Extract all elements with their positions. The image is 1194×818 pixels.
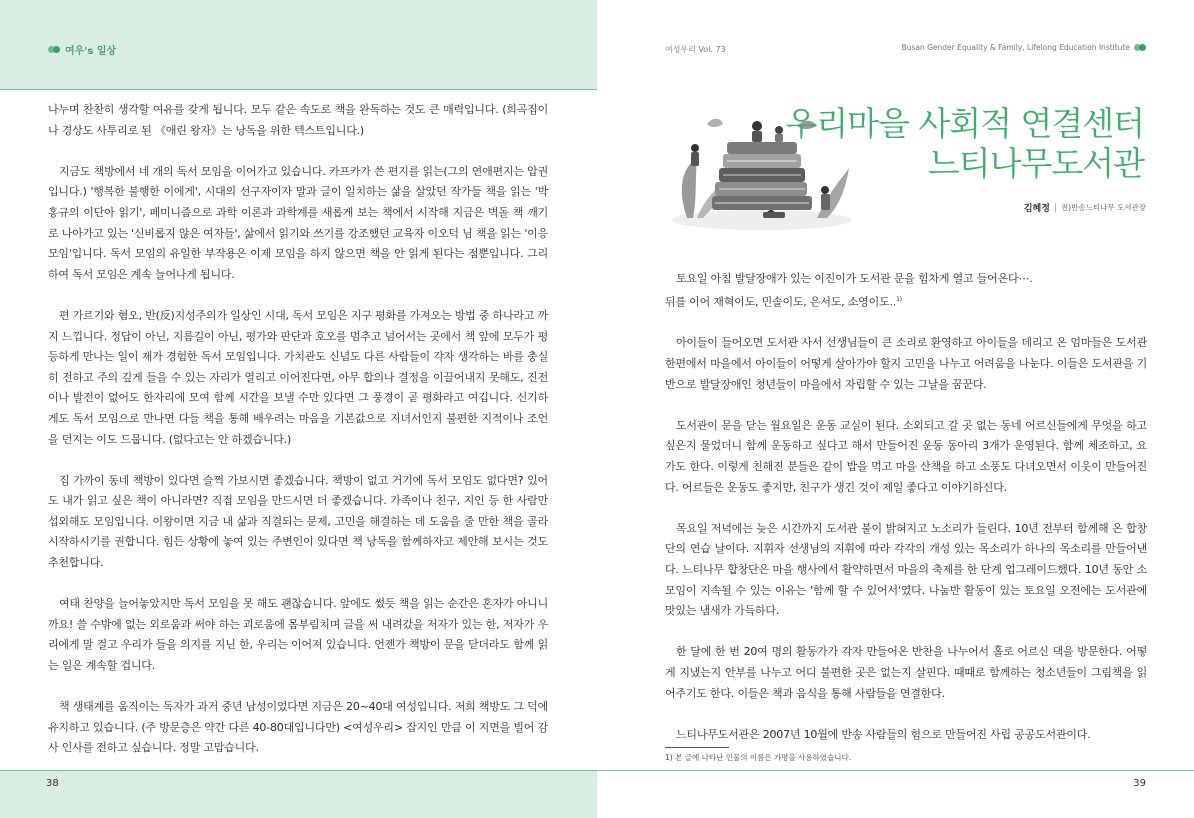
paragraph: 느티나무도서관은 2007년 10월에 반송 사람들의 힘으로 만들어진 사립 공공도서관이다. — [676, 727, 1091, 741]
page-number: 39 — [1133, 778, 1146, 789]
section-label-text: 여우's 일상 — [65, 46, 117, 57]
article-title-line2: 느티나무도서관 — [927, 144, 1144, 183]
institute-text: Busan Gender Equality & Family, Lifelong Education Institute — [901, 43, 1130, 52]
footer-line — [597, 770, 1194, 771]
paragraph: 목요일 저녁에는 늦은 시간까지 도서관 불이 밝혀지고 노소리가 들린다. 10년 전부터 함께해 온 합창단의 연습 날이다. 지휘자 선생님의 지휘에 따라 각각의 개성 있는 목소리가 하나의 목소리를 만들어낸다. 느티나무 합창단은 마을 행사에서 활약하면서 마을의 축제를 한 단계 업그레이드했다. 10년 동안 소모임이 지속될 수 있는 이유는 '함께 할 수 있어서'였다. 나눔반 활동이 있는 토요일 오전에는 도서관에 맛있는 냄새가 가득하다. — [665, 521, 1147, 618]
intro-line-1: 토요일 아침 발달장애가 있는 이진이가 도서관 문을 힘차게 열고 들어온다⋯. — [676, 272, 1033, 285]
paragraph: 집 가까이 동네 책방이 있다면 슬쩍 가보시면 좋겠습니다. 책방이 없고 거기에 독서 모임도 없다면? 있어도 내가 읽고 싶은 책이 아니라면? 직접 모임을 만드시면 더 좋겠습니다. 가족이나 친구, 지인 등 한 사람만 섭외해도 모임입니다. 이왕이면 지금 내 삶과 직결되는 문제, 고민을 해결하는 데 도움을 줄 만한 책을 골라 시작하시기를 권합니다. 힘든 상황에 놓여 있는 주변인이 있다면 책 낭독을 함께하자고 제안해 보시는 것도 추천합니다. — [48, 473, 548, 570]
footnote: 1) 본 글에 나타난 인물의 이름은 가명을 사용하였습니다. — [665, 753, 852, 762]
paragraph: 아이들이 들어오면 도서관 사서 선생님들이 큰 소리로 환영하고 아이들을 데리고 온 엄마들은 도서관 한편에서 마을에서 아이들이 어떻게 살아가야 할지 고민을 나누고 어려움을 나눈다. 이들은 도서관을 기반으로 발달장애인 청년들이 마을에서 자립할 수 있는 그날을 꿈꾼다. — [665, 336, 1147, 391]
intro-line-2: 뒤를 이어 재혁이도, 민솔이도, 은서도, 소영이도.. — [665, 295, 897, 309]
footer-band — [0, 770, 597, 818]
page-number: 38 — [46, 778, 59, 789]
article-title — [785, 104, 1144, 184]
institute-name — [902, 43, 1146, 52]
paragraph: 도서관이 문을 닫는 월요일은 운동 교실이 된다. 소외되고 갈 곳 없는 동네 어르신들에게 무엇을 하고 싶은지 물었더니 함께 운동하고 싶다고 해서 만들어진 운동 동아리 3개가 운영된다. 함께 체조하고, 요가도 한다. 이렇게 친해진 분들은 같이 밥을 먹고 마을 산책을 하고 소풍도 다녀오면서 이웃이 만들어진다. 어르들은 운동도 좋지만, 친구가 생긴 것이 제일 좋다고 이야기하신다. — [665, 418, 1147, 494]
author-name: 김혜정 — [1023, 204, 1050, 214]
magazine-issue: 여성우리 Vol. 73 — [665, 45, 726, 54]
footnote-rule — [665, 747, 729, 748]
paragraph: 한 달에 한 번 20여 명의 활동가가 각자 만들어온 반찬을 나누어서 홀로 어르신 댁을 방문한다. 어떻게 지냈는지 안부를 나누고 어디 불편한 곳은 없는지 살핀다. 때때로 함께하는 청소년들이 그림책을 읽어주기도 한다. 이들은 책과 음식을 통해 사람들을 연결한다. — [665, 645, 1147, 700]
right-body-text — [665, 269, 1147, 766]
byline — [1024, 201, 1146, 214]
byline-separator: | — [1053, 202, 1057, 213]
left-body-text — [48, 100, 548, 780]
footnote-marker: 1) — [896, 295, 902, 303]
section-label — [48, 42, 116, 57]
section-dots-icon — [48, 46, 60, 53]
author-role: 전)반송느티나무 도서관장 — [1060, 203, 1146, 212]
article-title-line1: 우리마을 사회적 연결센터 — [785, 104, 1144, 143]
paragraph: 편 가르기와 혐오, 반(反)지성주의가 일상인 시대, 독서 모임은 지구 평화를 가져오는 방법 중 하나라고 까지 느낍니다. 정답이 아닌, 지름길이 아닌, 평가와 판단과 호오를 멈추고 넘어서는 곳에서 책 앞에 모두가 평등하게 만나는 일이 제가 경험한 독서 모임입니다. 가치관도 신념도 다른 사람들이 각자 생각하는 바를 충실히 전하고 주의 깊게 들을 수 있는 자리가 열리고 이어진다면, 아무 합의나 결정을 이끌어내지 못해도, 진전이나 발전이 없어도 한자리에 모여 함께 시간을 보낼 수만 있다면 그 풍경이 곧 평화라고 여깁니다. 신기하게도 독서 모임으로 만나면 다들 책을 통해 배우려는 마음을 기본값으로 지녀서인지 불편한 지적이나 조언을 던지는 이도 드뭅니다. (없다고는 안 하겠습니다.) — [48, 308, 548, 446]
right-page — [597, 0, 1194, 818]
institute-dots-icon — [1134, 44, 1146, 51]
paragraph: 나누며 찬찬히 생각할 여유를 갖게 됩니다. 모두 같은 속도로 책을 완독하는 것도 큰 매력입니다. (희곡집이나 경상도 사투리로 된 《애린 왕자》는 낭독을 위한 텍스트입니다.) — [48, 103, 548, 137]
paragraph — [665, 269, 1147, 313]
paragraph: 여태 찬양을 늘어놓았지만 독서 모임을 못 해도 괜찮습니다. 앞에도 썼듯 책을 읽는 순간은 혼자가 아니니까요! 쓸 수밖에 없는 외로움과 써야 하는 괴로움에 몸부림치며 글을 써 내려갔을 저자가 있는 한, 저자가 우리에게 말 걸고 우리가 들을 의지를 지닌 한, 우리는 이어져 있습니다. 언젠가 책방이 문을 닫더라도 함께 읽는 일은 계속할 겁니다. — [48, 597, 548, 673]
paragraph: 책 생태계를 움직이는 독자가 과거 중년 남성이었다면 지금은 20~40대 여성입니다. 저희 책방도 그 덕에 유지하고 있습니다. (주 방문층은 약간 다른 40-80대입니다만) <여성우리> 잡지인 만큼 이 지면을 빌어 감사 인사를 전하고 싶습니다. 정말 고맙습니다. — [48, 700, 548, 755]
paragraph: 지금도 책방에서 네 개의 독서 모임을 이어가고 있습니다. 카프카가 쓴 편지를 읽는(그의 연애편지는 압권입니다.) '행복한 불행한 이에게', 시대의 선구자이자 말과 글이 일치하는 삶을 살았던 작가들 책을 읽는 '박홍규의 이단아 읽기', 페미니즘으로 과학 이론과 과학계를 새롭게 보는 책에서 시작해 지금은 벽돌 책 깨기로 나아가고 있는 '신비롭지 않은 여자들', 삶에서 읽기와 쓰기를 강조했던 교육자 이오덕 님 책을 읽는 '이응모임'입니다. 독서 모임의 유일한 부작용은 이제 모임을 하지 않으면 책을 안 읽게 된다는 점뿐입니다. 그리하여 독서 모임은 계속 늘어나게 됩니다. — [48, 164, 548, 281]
